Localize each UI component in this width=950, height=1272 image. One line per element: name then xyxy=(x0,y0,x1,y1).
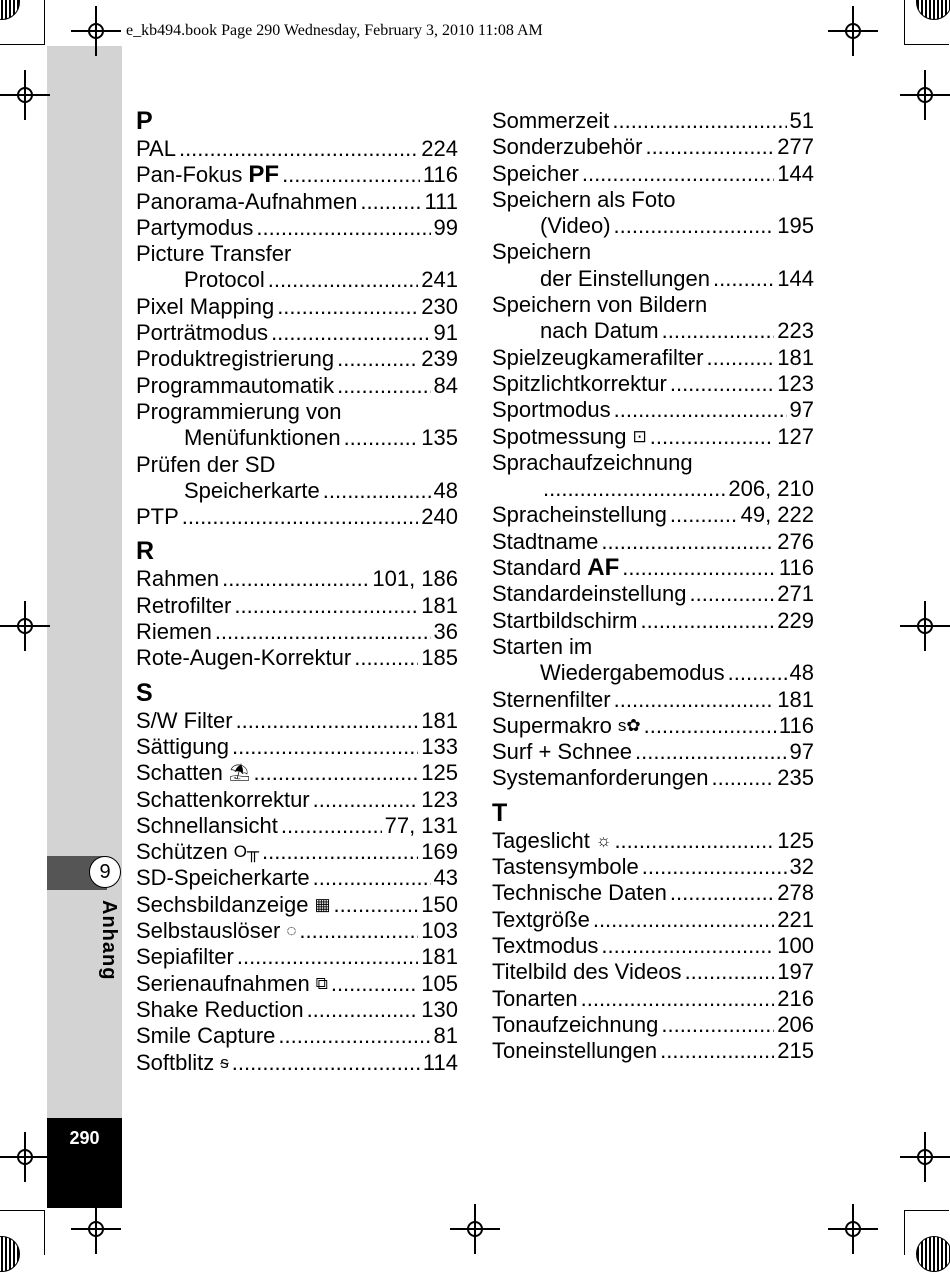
index-entry xyxy=(492,933,814,959)
dot-leader xyxy=(278,1023,430,1049)
dot-leader xyxy=(334,892,419,918)
index-page-reference: 127 xyxy=(777,423,814,449)
index-term: Partymodus xyxy=(136,214,254,240)
dot-leader xyxy=(635,739,786,765)
index-entry xyxy=(492,292,814,318)
dot-leader xyxy=(661,1012,774,1038)
index-term: Rote-Augen-Korrektur xyxy=(136,645,352,671)
dot-leader xyxy=(271,320,430,346)
index-page-reference: 99 xyxy=(433,214,458,240)
dot-leader xyxy=(582,161,774,187)
dot-leader xyxy=(711,765,774,791)
index-page-reference: 103 xyxy=(421,918,458,944)
index-entry xyxy=(492,371,814,397)
index-entry xyxy=(136,320,458,346)
index-page-reference: 278 xyxy=(777,880,814,906)
index-page-reference: 224 xyxy=(421,136,458,161)
dot-leader xyxy=(262,839,418,865)
dot-leader xyxy=(360,189,421,215)
index-page-reference: 181 xyxy=(421,592,458,618)
index-term: Programmautomatik xyxy=(136,372,335,398)
index-entry xyxy=(492,239,814,265)
index-term: Textmodus xyxy=(492,932,599,958)
index-entry xyxy=(136,918,458,944)
index-page-reference: 240 xyxy=(421,504,458,530)
index-term: Tageslicht xyxy=(492,827,590,853)
index-page-reference: 239 xyxy=(421,346,458,372)
index-term: Retrofilter xyxy=(136,592,232,618)
index-page-reference: 116 xyxy=(778,712,814,738)
dot-leader xyxy=(670,502,738,528)
index-term: Speichern xyxy=(492,239,592,265)
mode-symbol-icon: ⊡ xyxy=(632,426,647,446)
mode-symbol-icon: ◌ xyxy=(286,921,297,941)
index-term: Shake Reduction xyxy=(136,996,304,1022)
index-page-reference: 48 xyxy=(789,660,814,686)
index-page-reference: 277 xyxy=(777,134,814,160)
index-page-reference: 123 xyxy=(421,786,458,812)
index-page-reference: 206, 210 xyxy=(728,476,814,502)
index-term: Sechsbildanzeige xyxy=(136,891,309,917)
index-page-reference: 181 xyxy=(421,707,458,733)
dot-leader xyxy=(614,828,774,854)
dot-leader xyxy=(581,986,775,1012)
index-page-reference: 271 xyxy=(777,581,814,607)
index-entry xyxy=(136,566,458,592)
dot-leader xyxy=(313,787,419,813)
index-entry xyxy=(492,213,814,239)
index-page-reference: 77, 131 xyxy=(384,812,458,838)
index-entry xyxy=(492,318,814,344)
dot-leader xyxy=(331,971,418,997)
index-term: Spitzlichtkorrektur xyxy=(492,370,667,396)
index-term: (Video) xyxy=(540,213,611,239)
index-page-reference: 116 xyxy=(778,555,814,581)
index-page-reference: 51 xyxy=(789,108,814,133)
dot-leader xyxy=(728,660,787,686)
index-term: Tonaufzeichnung xyxy=(492,1011,659,1037)
index-term: Toneinstellungen xyxy=(492,1038,658,1064)
index-page-reference: 235 xyxy=(777,765,814,791)
index-entry xyxy=(492,986,814,1012)
index-letter-heading: T xyxy=(492,798,508,827)
index-entry xyxy=(136,425,458,451)
index-entry xyxy=(136,787,458,813)
index-page-reference: 169 xyxy=(421,839,458,865)
index-term: Schattenkorrektur xyxy=(136,786,310,812)
index-term: Tonarten xyxy=(492,985,578,1011)
index-page-reference: 221 xyxy=(777,906,814,932)
mode-symbol-icon: PF xyxy=(248,161,280,189)
index-entry xyxy=(136,734,458,760)
dot-leader xyxy=(707,345,775,371)
index-entry xyxy=(492,555,814,581)
index-entry xyxy=(492,450,814,476)
index-page-reference: 206 xyxy=(777,1011,814,1037)
dot-leader xyxy=(593,907,774,933)
index-term: S/W Filter xyxy=(136,707,233,733)
index-entry xyxy=(492,161,814,187)
chapter-number: 9 xyxy=(89,856,121,888)
index-term: Sättigung xyxy=(136,733,229,759)
index-page-reference: 97 xyxy=(789,739,814,765)
index-entry xyxy=(136,373,458,399)
index-letter-heading: S xyxy=(136,678,153,707)
dot-leader xyxy=(277,294,418,320)
index-page-reference: 229 xyxy=(777,607,814,633)
index-term: Titelbild des Videos xyxy=(492,959,682,985)
index-term: Sepiafilter xyxy=(136,944,234,970)
index-entry xyxy=(492,345,814,371)
chapter-title: Anhang xyxy=(98,900,120,981)
index-term: Rahmen xyxy=(136,566,220,592)
dot-leader xyxy=(282,162,420,188)
registration-mark xyxy=(12,613,38,639)
index-page-reference: 135 xyxy=(421,425,458,451)
index-page-reference: 181 xyxy=(777,344,814,370)
index-page-reference: 195 xyxy=(777,213,814,239)
index-entry xyxy=(492,502,814,528)
registration-mark xyxy=(912,613,938,639)
index-term: Prüfen der SD xyxy=(136,451,276,477)
dot-leader xyxy=(685,959,775,985)
index-term: PTP xyxy=(136,504,179,530)
color-target xyxy=(916,1236,950,1272)
index-entry xyxy=(136,971,458,997)
index-entry xyxy=(136,452,458,478)
index-term: Systemanforderungen xyxy=(492,765,709,791)
index-page-reference: 197 xyxy=(777,959,814,985)
index-term: der Einstellungen xyxy=(540,265,711,291)
index-page-reference: 181 xyxy=(777,686,814,712)
index-entry xyxy=(136,189,458,215)
index-entry xyxy=(492,854,814,880)
mode-symbol-icon: s✿ xyxy=(617,715,641,735)
dot-leader xyxy=(268,267,419,293)
index-term: Menüfunktionen xyxy=(184,425,341,451)
index-entry xyxy=(136,708,458,734)
index-term: Picture Transfer xyxy=(136,241,292,267)
registration-mark xyxy=(840,18,866,44)
index-term: Supermakro xyxy=(492,712,612,738)
index-page-reference: 101, 186 xyxy=(372,566,458,592)
index-page-reference: 230 xyxy=(421,293,458,319)
dot-leader xyxy=(713,266,774,292)
dot-leader xyxy=(612,108,786,134)
index-page-reference: 123 xyxy=(777,370,814,396)
index-page-reference: 91 xyxy=(433,320,458,346)
dot-leader xyxy=(234,593,418,619)
index-term: Speichern als Foto xyxy=(492,186,676,212)
dot-leader xyxy=(237,944,418,970)
index-page-reference: 81 xyxy=(433,1023,458,1049)
dot-leader xyxy=(222,566,369,592)
dot-leader xyxy=(614,397,787,423)
index-entry xyxy=(492,266,814,292)
index-entry xyxy=(136,346,458,372)
dot-leader xyxy=(281,813,382,839)
registration-mark xyxy=(83,18,109,44)
dot-leader xyxy=(645,134,774,160)
index-term: Panorama-Aufnahmen xyxy=(136,188,358,214)
index-term: Technische Daten xyxy=(492,880,667,906)
registration-mark xyxy=(12,82,38,108)
index-entry xyxy=(136,294,458,320)
index-entry xyxy=(492,959,814,985)
index-entry xyxy=(492,608,814,634)
dot-leader xyxy=(662,318,775,344)
index-page-reference: 32 xyxy=(789,854,814,880)
index-term: Schützen xyxy=(136,839,228,865)
index-term: Sprachaufzeichnung xyxy=(492,449,693,475)
index-entry xyxy=(492,397,814,423)
index-term: Produktregistrierung xyxy=(136,346,335,372)
index-entry xyxy=(492,660,814,686)
index-page-reference: 181 xyxy=(421,944,458,970)
dot-leader xyxy=(337,346,418,372)
index-page-reference: 215 xyxy=(777,1038,814,1064)
index-page-reference: 144 xyxy=(777,265,814,291)
dot-leader xyxy=(642,854,787,880)
index-entry xyxy=(492,907,814,933)
index-entry xyxy=(492,765,814,791)
mode-symbol-icon: ᵴ xyxy=(220,1052,229,1072)
index-entry xyxy=(492,424,814,450)
index-page-reference: 105 xyxy=(421,970,458,996)
index-page-reference: 49, 222 xyxy=(740,502,814,528)
index-entry xyxy=(492,108,814,134)
dot-leader xyxy=(232,1050,420,1076)
index-term: Porträtmodus xyxy=(136,320,269,346)
index-page-reference: 130 xyxy=(421,996,458,1022)
registration-mark xyxy=(912,82,938,108)
index-page-reference: 241 xyxy=(421,267,458,293)
index-page-reference: 185 xyxy=(421,645,458,671)
dot-leader xyxy=(644,713,776,739)
index-entry xyxy=(136,136,458,162)
index-entry xyxy=(492,880,814,906)
index-term: SD-Speicherkarte xyxy=(136,865,310,891)
index-term: Sportmodus xyxy=(492,397,611,423)
index-term: Sonderzubehör xyxy=(492,134,643,160)
registration-mark xyxy=(912,1144,938,1170)
index-entry xyxy=(136,997,458,1023)
index-term: Spielzeugkamerafilter xyxy=(492,344,704,370)
index-entry xyxy=(136,760,458,786)
dot-leader xyxy=(313,865,431,891)
index-term: PAL xyxy=(136,136,176,161)
registration-mark xyxy=(462,1216,488,1242)
index-entry xyxy=(136,944,458,970)
dot-leader xyxy=(299,918,418,944)
index-term: Programmierung von xyxy=(136,398,342,424)
index-entry xyxy=(136,267,458,293)
index-page-reference: 48 xyxy=(433,477,458,503)
index-term: Speicherkarte xyxy=(184,477,320,503)
index-entry xyxy=(492,476,814,502)
index-term: Wiedergabemodus xyxy=(540,660,725,686)
index-term: Spotmessung xyxy=(492,423,627,449)
index-entry xyxy=(136,1023,458,1049)
index-term: Serienaufnahmen xyxy=(136,970,310,996)
index-page-reference: 100 xyxy=(777,932,814,958)
index-term: Sommerzeit xyxy=(492,108,610,133)
index-entry xyxy=(136,1050,458,1076)
dot-leader xyxy=(182,504,418,530)
index-term: Smile Capture xyxy=(136,1023,276,1049)
dot-leader xyxy=(670,371,774,397)
mode-symbol-icon: ▦ xyxy=(314,894,331,914)
index-entry xyxy=(492,687,814,713)
index-page-reference: 150 xyxy=(421,891,458,917)
index-entry xyxy=(492,828,814,854)
index-entry xyxy=(492,739,814,765)
index-entry xyxy=(136,504,458,530)
dot-leader xyxy=(650,424,775,450)
dot-leader xyxy=(344,425,419,451)
page-number: 290 xyxy=(69,1128,100,1148)
index-entry xyxy=(136,813,458,839)
index-entry xyxy=(136,892,458,918)
index-term: Starten im xyxy=(492,633,593,659)
index-page-reference: 125 xyxy=(777,827,814,853)
index-column-left xyxy=(136,106,458,1076)
index-term: Sternenfilter xyxy=(492,686,611,712)
index-page-reference: 84 xyxy=(433,372,458,398)
index-entry xyxy=(492,529,814,555)
index-term: Tastensymbole xyxy=(492,854,639,880)
index-page-reference: 276 xyxy=(777,528,814,554)
index-entry xyxy=(492,581,814,607)
dot-leader xyxy=(622,555,776,581)
index-term: Speichern von Bildern xyxy=(492,292,708,318)
dot-leader xyxy=(601,933,774,959)
index-term: Standard xyxy=(492,555,582,581)
dot-leader xyxy=(307,997,419,1023)
index-entry xyxy=(136,162,458,188)
index-entry xyxy=(136,215,458,241)
dot-leader xyxy=(215,619,431,645)
dot-leader xyxy=(236,708,419,734)
dot-leader xyxy=(601,529,774,555)
mode-symbol-icon: ⛱ xyxy=(228,763,251,783)
index-entry xyxy=(136,839,458,865)
index-letter-heading: R xyxy=(136,537,155,566)
dot-leader xyxy=(256,215,430,241)
mode-symbol-icon: ☼ xyxy=(595,830,612,850)
dot-leader xyxy=(614,213,775,239)
index-entry xyxy=(492,713,814,739)
index-page-reference: 43 xyxy=(433,865,458,891)
index-term: Schatten xyxy=(136,760,223,786)
index-column-right xyxy=(492,108,814,1064)
dot-leader xyxy=(614,687,775,713)
index-entry xyxy=(492,187,814,213)
index-page-reference: 125 xyxy=(421,760,458,786)
index-entry xyxy=(136,478,458,504)
index-page-reference: 216 xyxy=(777,985,814,1011)
index-term: Protocol xyxy=(184,267,265,293)
index-entry xyxy=(492,1012,814,1038)
mode-symbol-icon: AF xyxy=(587,554,620,582)
index-term: Surf + Schnee xyxy=(492,739,633,765)
index-entry xyxy=(136,241,458,267)
dot-leader xyxy=(323,478,431,504)
side-strip xyxy=(47,46,122,1208)
index-page-reference: 97 xyxy=(789,397,814,423)
index-term: nach Datum xyxy=(540,318,659,344)
mode-symbol-icon: ⧉ xyxy=(315,973,328,993)
index-entry xyxy=(492,1038,814,1064)
registration-mark xyxy=(12,1144,38,1170)
index-term: Pan-Fokus xyxy=(136,162,243,188)
index-term: Riemen xyxy=(136,619,212,645)
index-page-reference: 114 xyxy=(422,1049,458,1075)
dot-leader xyxy=(640,608,774,634)
index-term: Schnellansicht xyxy=(136,812,278,838)
index-page-reference: 223 xyxy=(777,318,814,344)
index-term: Standardeinstellung xyxy=(492,581,687,607)
index-entry xyxy=(136,593,458,619)
registration-mark xyxy=(840,1216,866,1242)
index-term: Selbstauslöser xyxy=(136,918,281,944)
index-entry xyxy=(136,645,458,671)
dot-leader xyxy=(232,734,418,760)
index-entry xyxy=(492,134,814,160)
index-term: Pixel Mapping xyxy=(136,293,275,319)
index-term: Speicher xyxy=(492,160,579,186)
dot-leader xyxy=(543,476,725,502)
print-header: e_kb494.book Page 290 Wednesday, February 3, 2010 11:08 AM xyxy=(126,22,543,39)
dot-leader xyxy=(670,880,774,906)
dot-leader xyxy=(660,1038,774,1064)
index-term: Stadtname xyxy=(492,528,599,554)
index-entry xyxy=(136,865,458,891)
index-letter-heading: P xyxy=(136,107,153,135)
dot-leader xyxy=(689,581,774,607)
index-page-reference: 36 xyxy=(433,619,458,645)
dot-leader xyxy=(354,645,418,671)
dot-leader xyxy=(179,136,418,162)
index-entry xyxy=(492,634,814,660)
index-page-reference: 116 xyxy=(422,162,458,188)
dot-leader xyxy=(337,373,430,399)
index-page-reference: 144 xyxy=(777,160,814,186)
registration-mark xyxy=(83,1216,109,1242)
dot-leader xyxy=(253,760,418,786)
mode-symbol-icon: O╥ xyxy=(233,842,260,862)
index-page-reference: 111 xyxy=(424,188,458,214)
index-term: Startbildschirm xyxy=(492,607,638,633)
index-page-reference: 133 xyxy=(421,733,458,759)
index-term: Softblitz xyxy=(136,1049,215,1075)
index-entry xyxy=(136,399,458,425)
index-term: Textgröße xyxy=(492,906,590,932)
index-entry xyxy=(136,619,458,645)
index-term: Spracheinstellung xyxy=(492,502,667,528)
